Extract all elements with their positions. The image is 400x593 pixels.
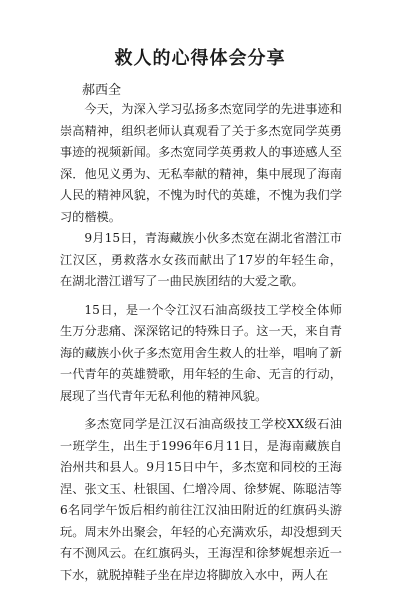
paragraph: 15日，是一个令江汉石油高级技工学校全体师生万分悲痛、深深铭记的特殊日子。这一天，来自青海的藏族小伙子多杰宽用舍生救人的壮举，唱响了新一代青年的英雄赞歌，用年轻的生命、无言的行动，展现了当代青年无私利他的精神风貌。 <box>60 302 342 403</box>
document-title: 救人的心得体会分享 <box>114 48 286 69</box>
paragraph: 多杰宽同学是江汉石油高级技工学校XX级石油一班学生，出生于1996年6月11日，是海南藏族自治州共和县人。9月15日中午，多杰宽和同校的王海涅、张文玉、杜银国、仁增冷周、徐梦娓、陈聪洁等6名同学午饭后相约前往江汉油田附近的红旗码头游玩。周末外出聚会，年轻的心充满欢乐，却没想到天有不测风云。在红旗码头，王海涅和徐梦娓想亲近一下水，就脱掉鞋子坐在岸边将脚放入水中，两人在 <box>60 417 342 582</box>
author-name: 郝西全 <box>82 83 122 98</box>
paragraph: 今天，为深入学习弘扬多杰宽同学的先进事迹和崇高精神，组织老师认真观看了关于多杰宽同学英勇事迹的视频新闻。多杰宽同学英勇救人的事迹感人至深．他见义勇为、无私奉献的精神，集中展现了海南人民的精神风貌，不愧为时代的英雄，不愧为我们学习的楷模。 <box>60 102 342 224</box>
document-body <box>60 99 342 593</box>
paragraph: 9月15日，青海藏族小伙多杰宽在湖北省潜江市江汉区，勇救落水女孩而献出了17岁的年轻生命，在湖北潜江谱写了一曲民族团结的大爱之歌。 <box>60 231 342 288</box>
